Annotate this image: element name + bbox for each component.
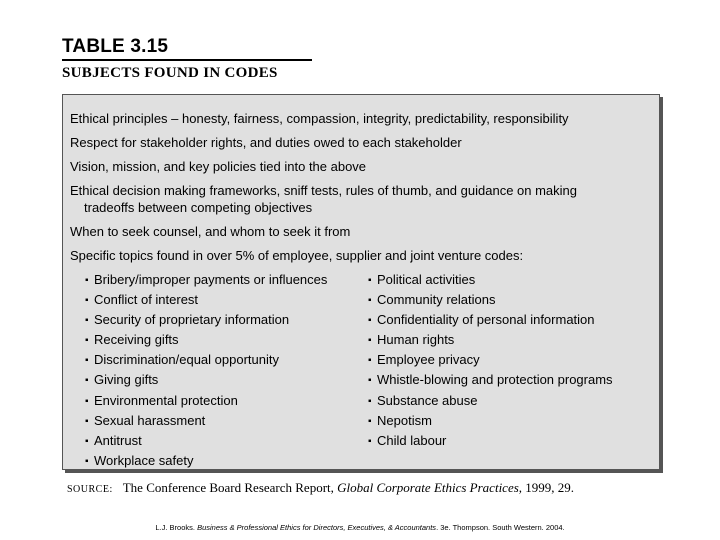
- footer-book: Business & Professional Ethics for Directors, Executives, & Accountants: [197, 523, 437, 532]
- list-item: ▪ Giving gifts: [85, 372, 159, 388]
- bullet-icon: ▪: [85, 315, 89, 327]
- list-item: ▪ Confidentiality of personal information: [368, 312, 595, 328]
- bullet-icon: ▪: [368, 355, 372, 367]
- list-item: ▪ Sexual harassment: [85, 412, 206, 428]
- source-prefix: The Conference Board Research Report,: [122, 480, 338, 495]
- bullet-icon: ▪: [368, 375, 372, 387]
- content-box: [62, 94, 660, 470]
- list-item: ▪ Environmental protection: [85, 392, 238, 408]
- footer-rest: . 3e. Thompson. South Western. 2004.: [436, 523, 565, 532]
- list-item: ▪ Conflict of interest: [85, 292, 199, 308]
- topics-left-column: [85, 271, 327, 472]
- bullet-icon: ▪: [368, 275, 372, 286]
- table-subtitle: SUBJECTS FOUND IN CODES: [62, 65, 278, 81]
- topics-right-column: [368, 271, 613, 452]
- bullet-icon: ▪: [85, 375, 89, 387]
- vision-line: Vision, mission, and key policies tied into the above: [70, 159, 367, 174]
- list-item: ▪ Security of proprietary information: [85, 312, 290, 328]
- list-item: ▪ Substance abuse: [368, 392, 478, 408]
- source-citation: [67, 480, 574, 496]
- bullet-icon: ▪: [85, 275, 89, 286]
- list-item: ▪ Receiving gifts: [85, 332, 179, 348]
- frameworks-line-2: tradeoffs between competing objectives: [84, 200, 313, 215]
- stakeholder-line: Respect for stakeholder rights, and duties owed to each stakeholder: [70, 135, 462, 150]
- bullet-icon: ▪: [85, 415, 89, 427]
- bullet-icon: ▪: [85, 355, 89, 367]
- bullet-icon: ▪: [85, 335, 89, 347]
- list-item: ▪ Human rights: [368, 332, 455, 348]
- frameworks-line: [70, 182, 640, 216]
- list-item: ▪ Discrimination/equal opportunity: [85, 352, 279, 368]
- list-item: ▪ Workplace safety: [85, 452, 194, 468]
- bullet-icon: ▪: [85, 435, 89, 447]
- footer-author: L.J. Brooks.: [155, 523, 198, 532]
- list-item: ▪ Nepotism: [368, 412, 432, 428]
- title-rule: [62, 59, 312, 61]
- bullet-icon: ▪: [368, 395, 372, 407]
- counsel-line: When to seek counsel, and whom to seek it from: [70, 224, 351, 239]
- bullet-icon: ▪: [368, 315, 372, 327]
- list-item: ▪ Employee privacy: [368, 352, 480, 368]
- bullet-icon: ▪: [85, 295, 89, 307]
- source-suffix: 1999, 29.: [522, 480, 575, 495]
- bullet-icon: ▪: [368, 295, 372, 307]
- topics-intro: Specific topics found in over 5% of employee, supplier and joint venture codes:: [70, 248, 524, 263]
- bullet-icon: ▪: [368, 335, 372, 347]
- bullet-icon: ▪: [368, 415, 372, 427]
- frameworks-line-1: Ethical decision making frameworks, sniff tests, rules of thumb, and guidance on making: [70, 183, 578, 198]
- principles-line: Ethical principles – honesty, fairness, compassion, integrity, predictability, responsibility: [70, 111, 569, 126]
- table-number: TABLE 3.15: [62, 36, 169, 57]
- source-title: Global Corporate Ethics Practices,: [337, 480, 523, 495]
- list-item: ▪ Antitrust: [85, 432, 142, 448]
- source-label: SOURCE:: [67, 484, 113, 495]
- list-item: ▪ Whistle-blowing and protection programs: [368, 372, 613, 388]
- list-item: ▪ Political activities: [368, 272, 476, 287]
- list-item: ▪ Child labour: [368, 432, 447, 448]
- bullet-icon: ▪: [368, 435, 372, 447]
- bullet-icon: ▪: [85, 395, 89, 407]
- list-item: ▪ Bribery/improper payments or influences: [85, 272, 328, 287]
- footer-citation: [0, 523, 720, 532]
- bullet-icon: ▪: [85, 455, 89, 467]
- list-item: ▪ Community relations: [368, 292, 496, 308]
